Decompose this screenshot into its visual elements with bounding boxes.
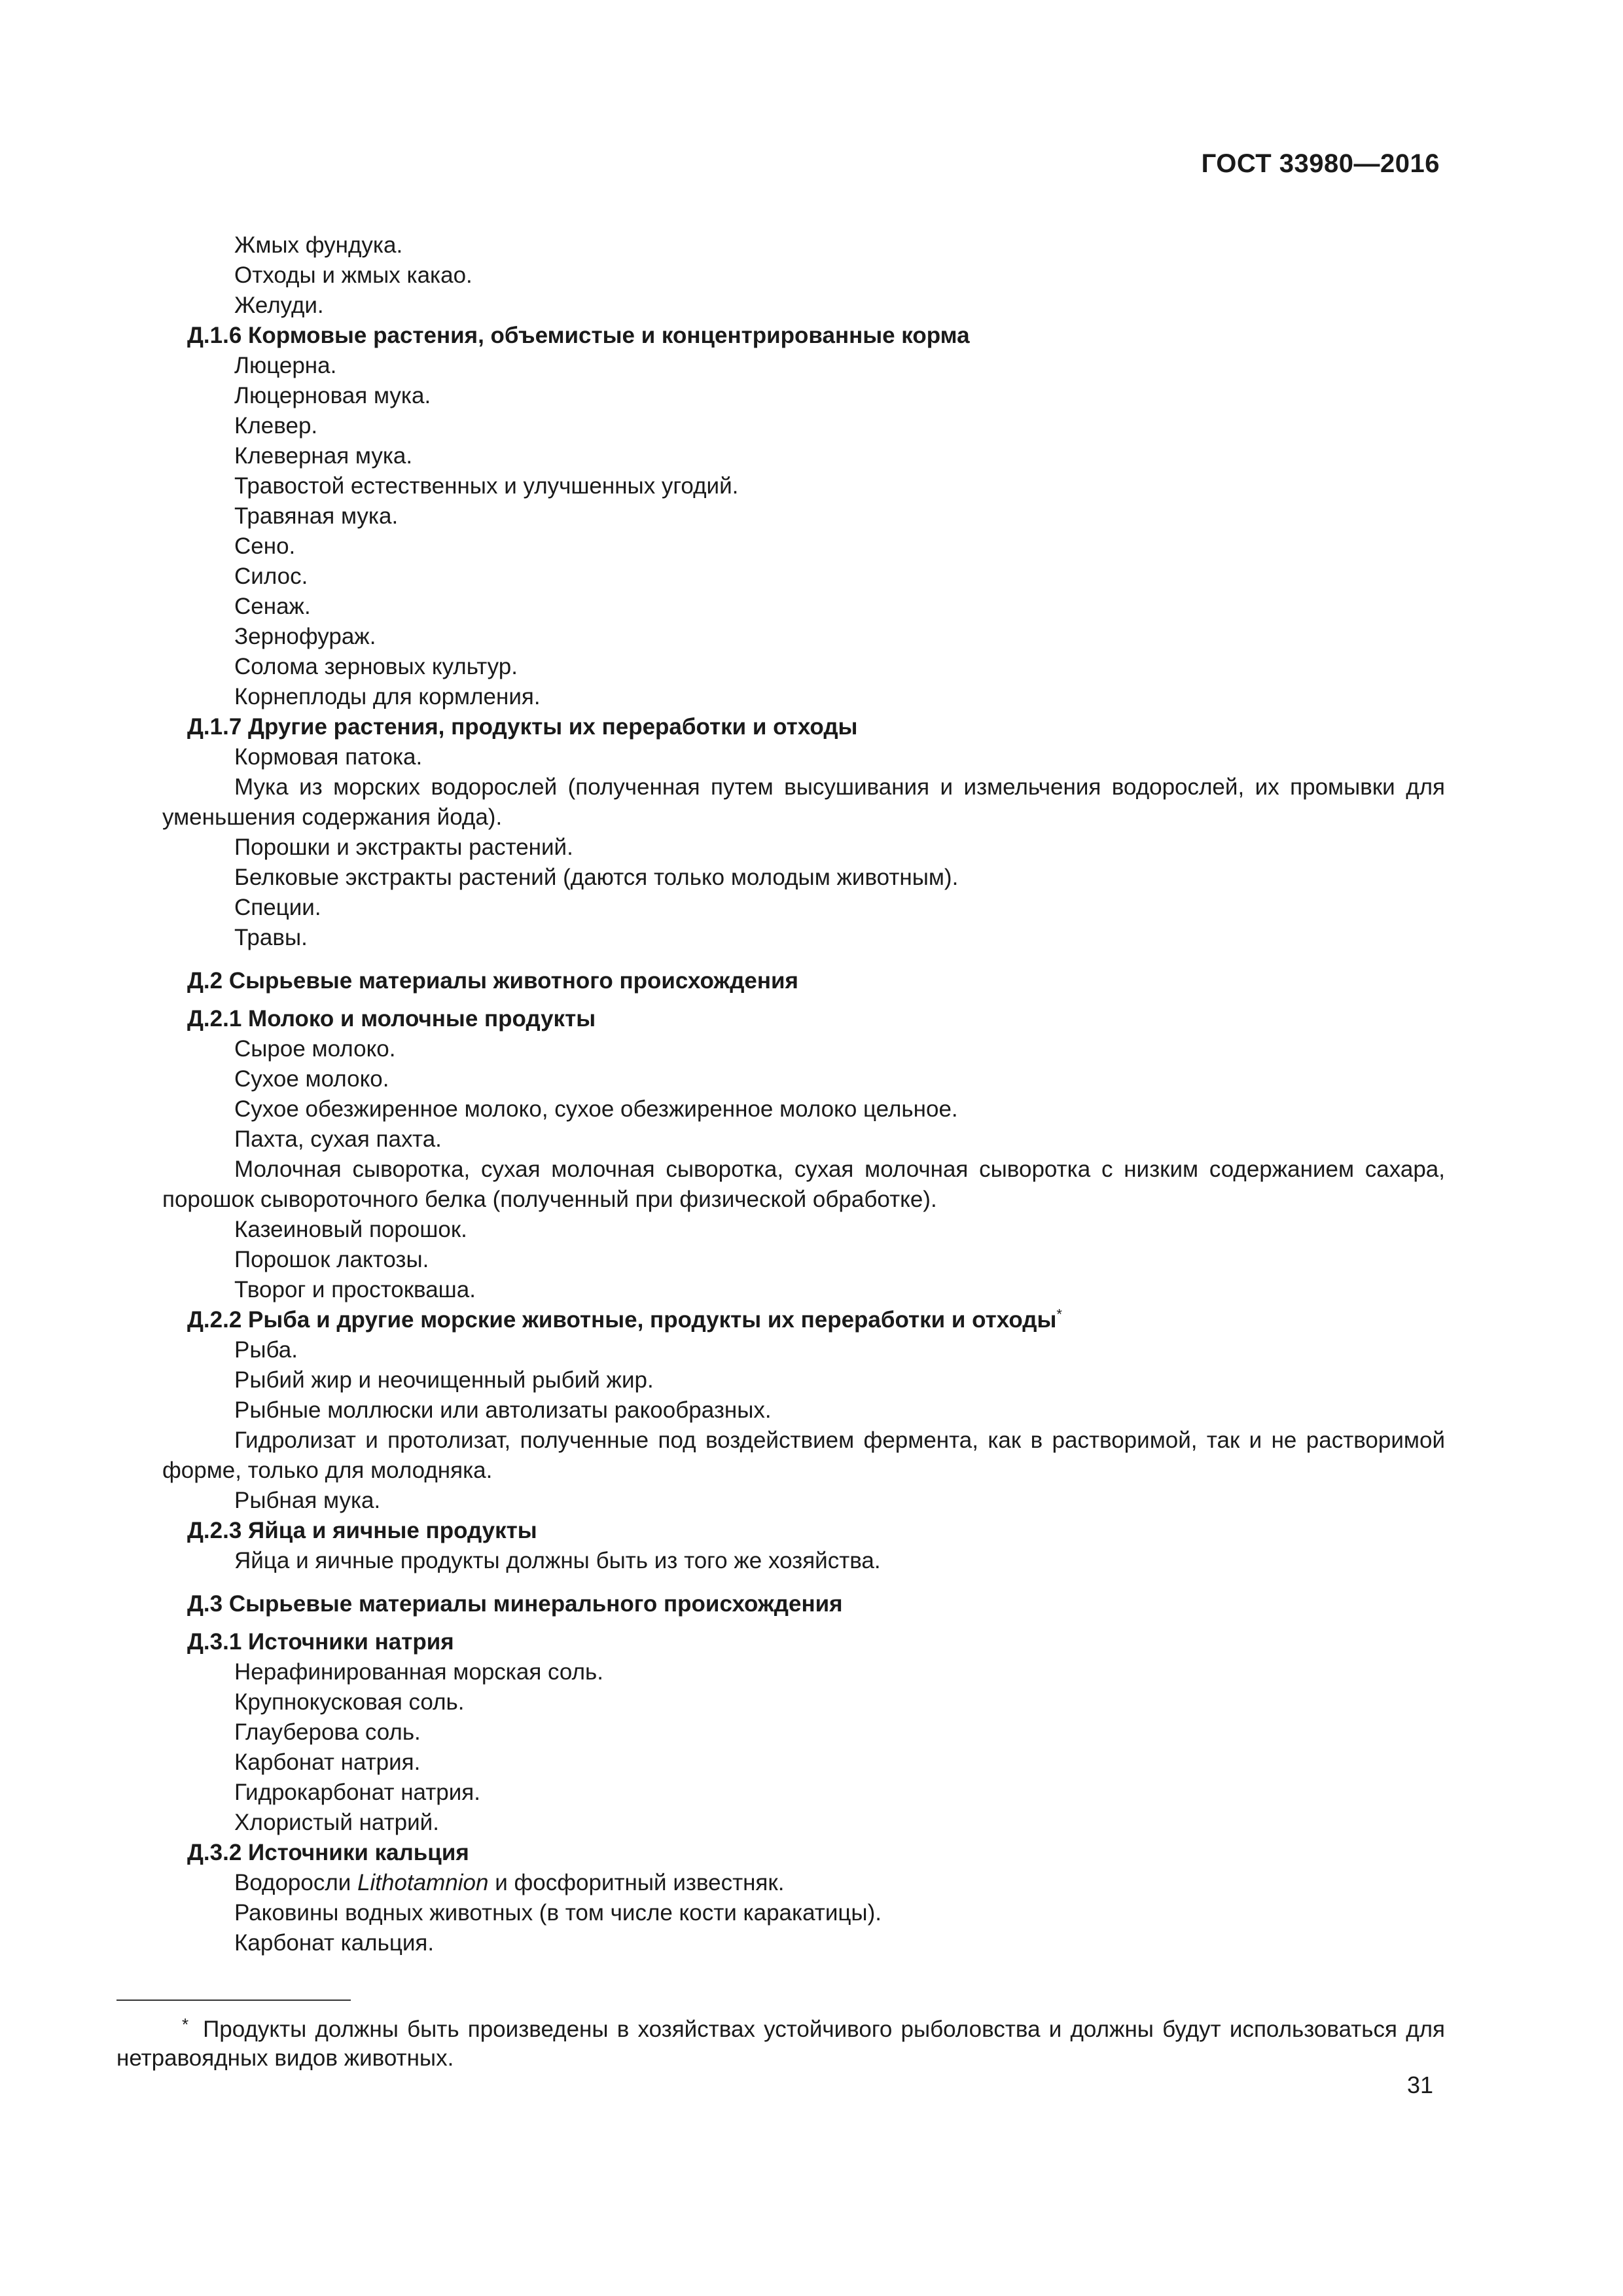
list-item: Жмых фундука. [234,232,403,258]
list-item: Сухое обезжиренное молоко, сухое обезжиренное молоко цельное. [234,1096,958,1122]
list-item: Казеиновый порошок. [234,1217,467,1242]
list-item: Белковые экстракты растений (даются только молодым животным). [234,865,959,890]
section-heading-d31: Д.3.1 Источники натрия [187,1629,454,1655]
list-item: Рыба. [234,1337,298,1363]
list-item: Травостой естественных и улучшенных угодий. [234,473,739,499]
heading-text: Д.2.2 Рыба и другие морские животные, продукты их переработки и отходы [187,1307,1057,1333]
list-item: Хлористый натрий. [234,1810,439,1835]
list-item: Сухое молоко. [234,1066,389,1092]
footnote-text: Продукты должны быть произведены в хозяйствах устойчивого рыболовства и должны будут использоваться для нетравоядных видов животных. [116,2017,1445,2071]
paragraph: Молочная сыворотка, сухая молочная сыворотка, сухая молочная сыворотка с низким содержанием сахара, порошок сывороточного белка (полученный при физической обработке). [162,1157,1445,1212]
section-heading-d16: Д.1.6 Кормовые растения, объемистые и концентрированные корма [187,323,970,348]
list-item: Люцерновая мука. [234,383,431,408]
list-item: Рыбные моллюски или автолизаты ракообразных. [234,1397,772,1423]
section-heading-d32: Д.3.2 Источники кальция [187,1840,469,1865]
list-item: Рыбная мука. [234,1488,381,1513]
list-item: Корнеплоды для кормления. [234,684,541,709]
list-item: Нерафинированная морская соль. [234,1659,603,1685]
list-item: Сено. [234,533,296,559]
list-item: Крупнокусковая соль. [234,1689,465,1715]
item-text: Водоросли [234,1870,358,1895]
section-heading-d22 [162,1305,1445,1335]
item-text: и фосфоритный известняк. [488,1870,785,1895]
list-item: Творог и простокваша. [234,1277,476,1302]
section-heading-d3: Д.3 Сырьевые материалы минерального происхождения [187,1591,843,1617]
list-item: Травы. [234,925,308,950]
list-item: Желуди. [234,293,324,318]
paragraph: Мука из морских водорослей (полученная путем высушивания и измельчения водорослей, их промывки для уменьшения содержания йода). [162,774,1445,830]
section-heading-d23: Д.2.3 Яйца и яичные продукты [187,1518,537,1543]
list-item: Травяная мука. [234,503,399,529]
list-item: Рыбий жир и неочищенный рыбий жир. [234,1367,654,1393]
list-item: Гидрокарбонат натрия. [234,1780,480,1805]
paragraph: Гидролизат и протолизат, полученные под воздействием фермента, как в растворимой, так и не растворимой форме, только для молодняка. [162,1427,1445,1483]
list-item: Карбонат кальция. [234,1930,435,1956]
list-item [162,1868,1445,1898]
list-item: Отходы и жмых какао. [234,262,473,288]
list-item: Зернофураж. [234,624,376,649]
list-item: Люцерна. [234,353,337,378]
list-item: Специи. [234,895,321,920]
list-item: Солома зерновых культур. [234,654,518,679]
list-item: Клеверная мука. [234,443,413,469]
list-item: Глауберова соль. [234,1719,421,1745]
page-header: ГОСТ 33980—2016 [1201,149,1440,178]
list-item: Кормовая патока. [234,744,423,770]
footnote-marker: * [1056,1306,1062,1323]
list-item: Силос. [234,564,308,589]
item-text-italic: Lithotamnion [357,1870,489,1895]
list-item: Сенаж. [234,594,311,619]
page-number: 31 [1406,2072,1433,2098]
list-item: Порошок лактозы. [234,1247,429,1272]
list-item: Карбонат натрия. [234,1749,421,1775]
list-item: Порошки и экстракты растений. [234,834,573,860]
list-item: Яйца и яичные продукты должны быть из того же хозяйства. [234,1548,881,1573]
footnote-marker: * [182,2015,189,2034]
section-heading-d21: Д.2.1 Молоко и молочные продукты [187,1006,596,1031]
list-item: Сырое молоко. [234,1036,396,1062]
list-item: Клевер. [234,413,318,439]
footnote-divider [116,2000,351,2001]
document-body [162,230,1445,1958]
section-heading-d17: Д.1.7 Другие растения, продукты их переработки и отходы [187,714,858,740]
list-item: Пахта, сухая пахта. [234,1126,442,1152]
list-item: Раковины водных животных (в том числе кости каракатицы). [234,1900,882,1926]
footnote [116,2016,1445,2072]
section-heading-d2: Д.2 Сырьевые материалы животного происхождения [187,968,798,994]
